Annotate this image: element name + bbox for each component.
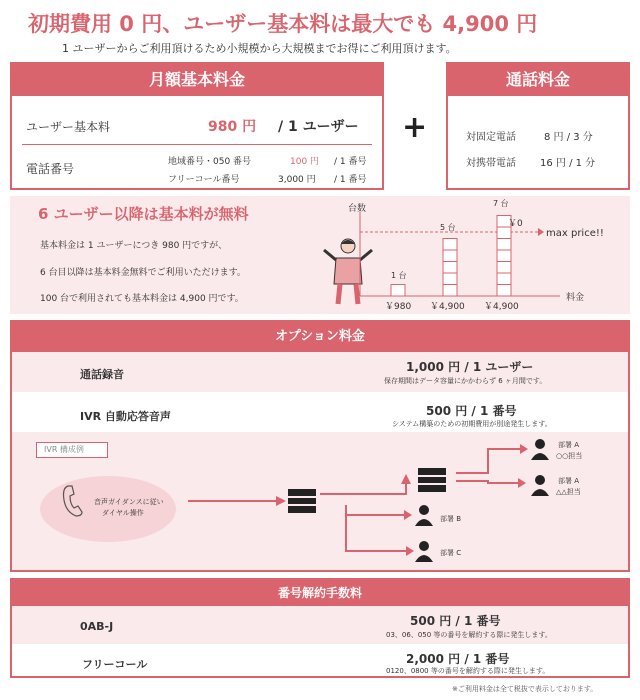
person-icon-dept-a1 [530,438,550,460]
price-label-3: ￥4,900 [484,302,519,312]
oabj-note: 03、06、050 等の番号を解約する際に発生します。 [386,631,552,639]
phone-number-label: 電話番号 [26,162,75,176]
bar-label-1: 1 台 [391,271,407,280]
cancel-fee-title: 番号解約手数料 [12,580,628,606]
area-number-price: 100 円 [290,157,320,167]
options-title: オプション料金 [12,322,628,352]
plus-sign: + [402,110,428,145]
chart-xlabel: 料金 [566,293,585,303]
dept-c-label: 部署 C [440,549,462,557]
freecall-price: 2,000 円 / 1 番号 [406,652,510,666]
dept-a1-label: 部署 A [558,441,580,449]
free-section-line1: 基本料金は 1 ユーザーにつき 980 円ですが、 [40,241,228,251]
price-label-1: ￥980 [385,302,412,312]
ivr-label: IVR 自動応答音声 [80,410,171,423]
recording-label: 通話録音 [80,368,124,381]
chart-ylabel: 台数 [348,204,367,214]
price-label-2: ￥4,900 [430,302,465,312]
chart-extra-label: ￥0 [508,219,523,229]
arrow-server-to-b [346,505,404,515]
recording-note: 保存期間はデータ容量にかかわらず 6 ヶ月間です。 [384,377,547,385]
free-number-unit: / 1 番号 [334,175,367,185]
arrow-server2-to-a2 [456,481,518,483]
oabj-price: 500 円 / 1 番号 [410,614,501,628]
mobile-value: 16 円 / 1 分 [540,158,596,169]
area-number-label: 地域番号・050 番号 [168,157,252,167]
oabj-label: 0AB-J [80,620,114,633]
arrow-server2-to-a1 [456,449,520,473]
dept-a1-sub: ○○担当 [556,452,583,460]
user-fee-price: 980 円 [208,119,257,135]
recording-price: 1,000 円 / 1 ユーザー [406,360,534,374]
arrow-server-to-c [346,505,406,551]
server-icon [288,489,316,513]
footnote: ※ご利用料金は全て税抜で表示しております。 [452,685,598,693]
fixed-line-label: 対固定電話 [466,132,516,143]
arrow-server-to-server2 [320,482,406,494]
call-fee-title: 通話料金 [448,64,628,96]
chart-annotation: max price!! [546,228,604,239]
cancel-fee-box [10,578,630,678]
free-section-line2: 6 台目以降は基本料金無料でご利用いただけます。 [40,268,246,278]
user-fee-unit: / 1 ユーザー [278,119,359,135]
bar-label-3: 7 台 [493,199,509,208]
ivr-price: 500 円 / 1 番号 [426,404,517,418]
free-section-title: 6 ユーザー以降は基本料が無料 [38,205,249,223]
free-number-price: 3,000 円 [278,175,316,185]
monthly-fee-title: 月額基本料金 [12,64,382,96]
person-icon-dept-c [414,540,434,562]
bar-label-2: 5 台 [440,223,456,232]
page-title: 初期費用 0 円、ユーザー基本料は最大でも 4,900 円 [28,12,538,36]
ivr-note: システム構築のための初期費用が別途発生します。 [392,420,552,428]
person-icon-dept-b [414,504,434,526]
freecall-label: フリーコール [82,658,148,671]
mobile-label: 対携帯電話 [466,158,516,169]
user-fee-label: ユーザー基本料 [26,120,111,134]
ivr-diagram-tag-text: IVR 構成例 [44,445,84,454]
caller-text-2: ダイヤル操作 [102,509,144,517]
person-icon-dept-a2 [530,474,550,496]
dept-a2-label: 部署 A [558,477,580,485]
freecall-note: 0120、0800 等の番号を解約する際に発生します。 [386,667,550,675]
page-subtitle: 1 ユーザーからご利用頂けるため小規模から大規模までお得にご利用頂けます。 [62,42,457,55]
caller-text-1: 音声ガイダンスに従い [94,498,164,506]
server-icon [418,468,446,492]
free-number-label: フリーコール番号 [168,175,240,185]
fixed-line-value: 8 円 / 3 分 [544,132,593,143]
free-section-line3: 100 台で利用されても基本料金は 4,900 円です。 [40,294,244,304]
dept-b-label: 部署 B [440,515,462,523]
dept-a2-sub: △△担当 [556,488,581,496]
area-number-unit: / 1 番号 [334,157,367,167]
